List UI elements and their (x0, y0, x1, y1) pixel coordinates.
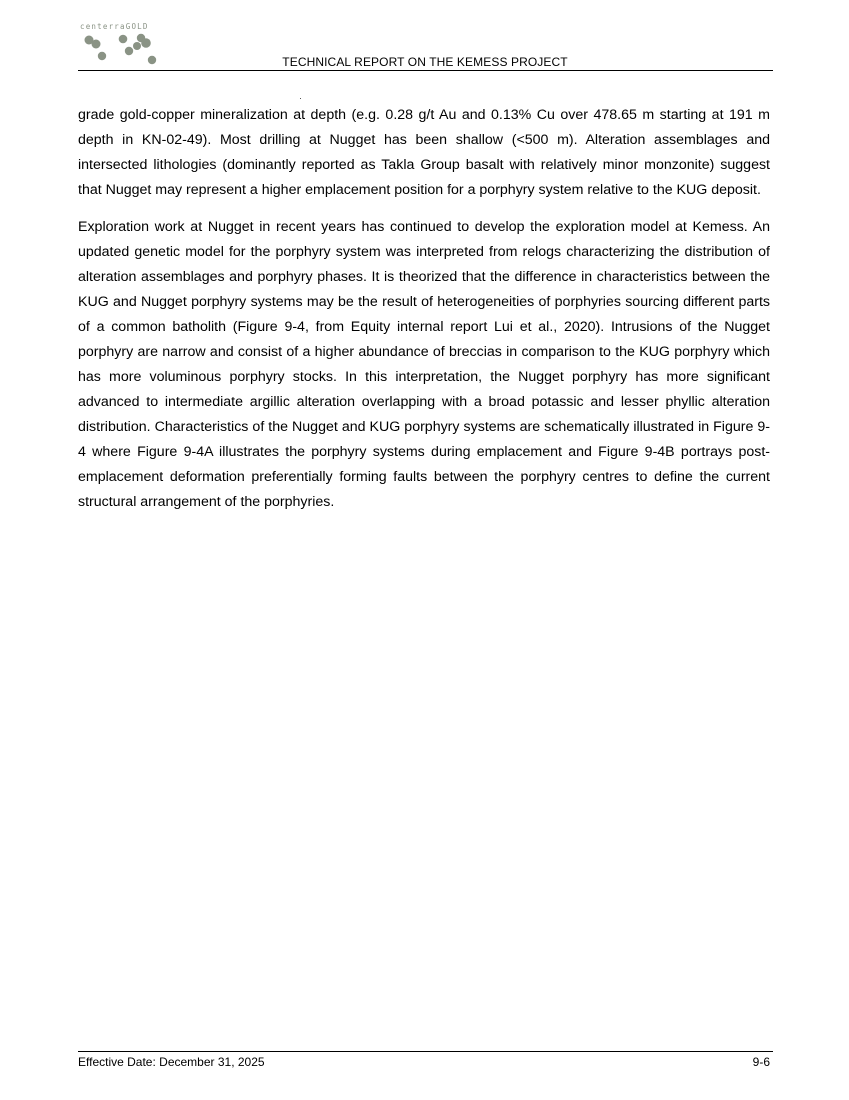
header-divider (78, 70, 773, 71)
page-number: 9-6 (752, 1055, 770, 1069)
report-body (78, 103, 770, 527)
paragraph: grade gold-copper mineralization at depth (e.g. 0.28 g/t Au and 0.13% Cu over 478.65 m starting at 191 m depth in KN-02-49). Most drilling at Nugget has been shallow (<500 m). Alteration assemblages and intersected lithologies (dominantly reported as Takla Group basalt with relatively minor monzonite) suggest that Nugget may represent a higher emplacement position for a porphyry system relative to the KUG deposit. (78, 107, 770, 198)
stray-mark (300, 98, 301, 99)
logo-text: centerraGOLD (80, 22, 149, 31)
paragraph: Exploration work at Nugget in recent years has continued to develop the exploration model at Kemess. An updated genetic model for the porphyry system was interpreted from relogs characterizing the distribution of alteration assemblages and porphyry phases. It is theorized that the difference in characteristics between the KUG and Nugget porphyry systems may be the result of heterogeneities of porphyries sourcing different parts of a common batholith (Figure 9-4, from Equity internal report Lui et al., 2020). Intrusions of the Nugget porphyry are narrow and consist of a higher abundance of breccias in comparison to the KUG porphyry which has more voluminous porphyry stocks. In this interpretation, the Nugget porphyry has more significant advanced to intermediate argillic alteration overlapping with a broad potassic and lesser phyllic alteration distribution. Characteristics of the Nugget and KUG porphyry systems are schematically illustrated in Figure 9-4 where Figure 9-4A illustrates the porphyry systems during emplacement and Figure 9-4B portrays post-emplacement deformation preferentially forming faults between the porphyry centres to define the current structural arrangement of the porphyries. (78, 219, 770, 510)
effective-date: Effective Date: December 31, 2025 (78, 1055, 265, 1069)
report-title: TECHNICAL REPORT ON THE KEMESS PROJECT (282, 55, 568, 69)
footer-divider (78, 1051, 773, 1052)
